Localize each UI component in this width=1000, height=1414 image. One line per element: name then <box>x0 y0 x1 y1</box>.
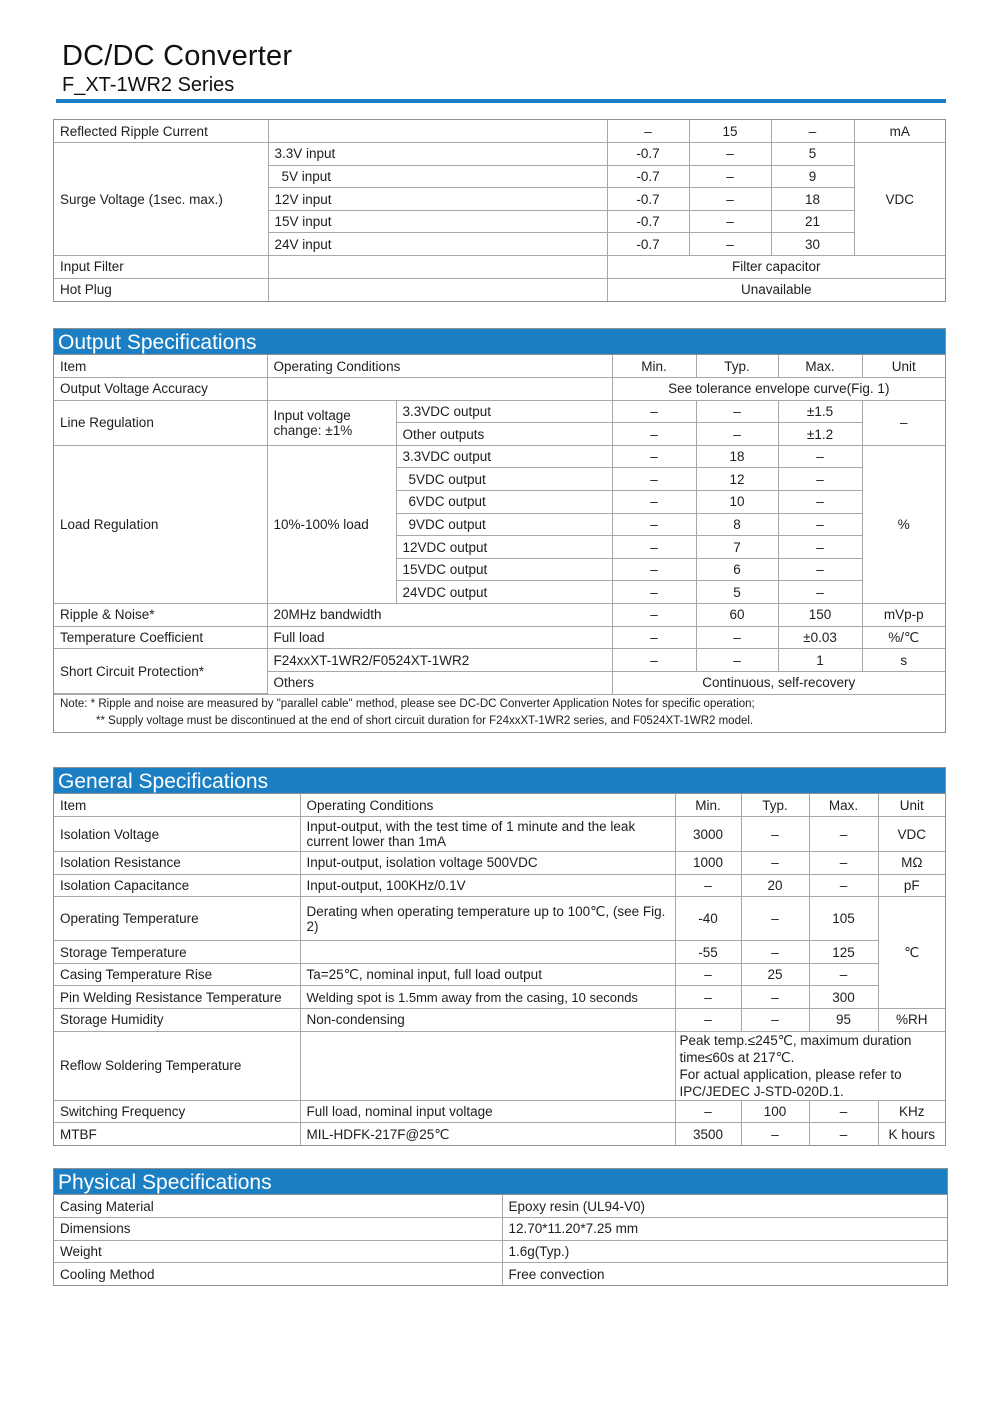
table-row: 12VDC output – 7 – <box>54 536 945 559</box>
title-rule <box>56 99 946 103</box>
table-row: Isolation Resistance Input-output, isolation voltage 500VDC 1000 – – MΩ <box>54 852 945 875</box>
document-series: F_XT-1WR2 Series <box>62 74 235 96</box>
item-cell: Switching Frequency <box>54 1100 300 1123</box>
table-row: Other outputs – – ±1.2 <box>54 423 945 446</box>
table-row: 5V input -0.7 – 9 <box>54 165 945 188</box>
section-title: Physical Specifications <box>54 1169 947 1195</box>
table-row: Load Regulation 10%-100% load 3.3VDC output – 18 – % <box>54 445 945 468</box>
item-cell: Ripple & Noise* <box>54 604 267 627</box>
item-cell: Casing Temperature Rise <box>54 963 300 986</box>
note-line: Note: * Ripple and noise are measured by "parallel cable" method, please see DC-DC Converter Application Notes for specific operation; <box>60 698 755 711</box>
table-row: 24VDC output – 5 – <box>54 581 945 604</box>
item-cell: Weight <box>54 1240 502 1263</box>
item-cell: Isolation Resistance <box>54 852 300 875</box>
input-specs-continued <box>53 119 946 302</box>
unit-cell: ℃ <box>878 897 945 1009</box>
item-cell: Reflected Ripple Current <box>54 120 268 143</box>
item-cell: Cooling Method <box>54 1263 502 1286</box>
item-cell: Reflow Soldering Temperature <box>54 1031 300 1100</box>
table-row: Isolation Voltage Input-output, with the test time of 1 minute and the leak current lower than 1mA 3000 – – VDC <box>54 817 945 852</box>
item-cell: Storage Temperature <box>54 941 300 964</box>
table-row: 5VDC output – 12 – <box>54 468 945 491</box>
table-row: Switching Frequency Full load, nominal input voltage – 100 – KHz <box>54 1100 945 1123</box>
item-cell: Isolation Voltage <box>54 817 300 852</box>
item-cell: Dimensions <box>54 1218 502 1241</box>
table-row: Input Filter Filter capacitor <box>54 256 945 279</box>
reflow-text-line: For actual application, please refer to IPC/JEDEC J-STD-020D.1. <box>679 1066 902 1099</box>
general-specifications <box>53 767 946 1146</box>
item-cell: Temperature Coefficient <box>54 626 267 649</box>
item-cell: Load Regulation <box>54 445 267 603</box>
table-row: Reflected Ripple Current – 15 – mA <box>54 120 945 143</box>
item-cell: Isolation Capacitance <box>54 874 300 897</box>
table-row <box>54 1031 945 1100</box>
item-cell: Surge Voltage (1sec. max.) <box>54 143 268 256</box>
item-cell: Pin Welding Resistance Temperature <box>54 986 300 1009</box>
table-row: Storage Temperature -55 – 125 <box>54 941 945 964</box>
item-cell: Storage Humidity <box>54 1009 300 1032</box>
table-row: Hot Plug Unavailable <box>54 278 945 301</box>
reflow-text-line: Peak temp.≤245℃, maximum duration time≤60s at 217℃. <box>679 1032 912 1065</box>
table-row: 6VDC output – 10 – <box>54 491 945 514</box>
physical-specifications <box>53 1168 948 1286</box>
table-row: 15V input -0.7 – 21 <box>54 210 945 233</box>
item-cell: Casing Material <box>54 1195 502 1218</box>
table-row: Operating Temperature Derating when operating temperature up to 100℃, (see Fig. 2) -40 – 105 ℃ <box>54 897 945 941</box>
table-row: Others Continuous, self-recovery <box>54 671 945 694</box>
section-title: Output Specifications <box>54 329 945 355</box>
table-row: Line Regulation Input voltage change: ±1% 3.3VDC output – – ±1.5 – <box>54 400 945 423</box>
section-title: General Specifications <box>54 768 945 794</box>
table-row: Isolation Capacitance Input-output, 100KHz/0.1V – 20 – pF <box>54 874 945 897</box>
header-row: Item Operating Conditions Min. Typ. Max. Unit <box>54 794 945 817</box>
physical-table <box>54 1195 947 1285</box>
table-row: 15VDC output – 6 – <box>54 558 945 581</box>
table-row: Cooling Method Free convection <box>54 1263 947 1286</box>
table-row: 24V input -0.7 – 30 <box>54 233 945 256</box>
output-specifications <box>53 328 946 733</box>
item-cell: Operating Temperature <box>54 897 300 941</box>
note-line: ** Supply voltage must be discontinued at the end of short circuit duration for F24xxXT-1WR2 series, and F0524XT-1WR2 model. <box>96 715 754 728</box>
table-row: Casing Material Epoxy resin (UL94-V0) <box>54 1195 947 1218</box>
table-row: Short Circuit Protection* F24xxXT-1WR2/F0524XT-1WR2 – – 1 s <box>54 649 945 672</box>
item-cell: Input Filter <box>54 256 268 279</box>
table-row: 12V input -0.7 – 18 <box>54 188 945 211</box>
output-notes <box>54 694 945 732</box>
document-title: DC/DC Converter <box>62 40 293 72</box>
item-cell: Hot Plug <box>54 278 268 301</box>
table-row: Casing Temperature Rise Ta=25℃, nominal input, full load output – 25 – <box>54 963 945 986</box>
item-cell: Line Regulation <box>54 400 267 445</box>
output-table <box>54 355 945 694</box>
table-row: Dimensions 12.70*11.20*7.25 mm <box>54 1218 947 1241</box>
table-row: Pin Welding Resistance Temperature Welding spot is 1.5mm away from the casing, 10 seconds – – 300 <box>54 986 945 1009</box>
item-cell: Short Circuit Protection* <box>54 649 267 694</box>
table-row: Surge Voltage (1sec. max.) 3.3V input -0.7 – 5 VDC <box>54 143 945 166</box>
table-row: MTBF MIL-HDFK-217F@25℃ 3500 – – K hours <box>54 1123 945 1146</box>
table-row: Ripple & Noise* 20MHz bandwidth – 60 150 mVp-p <box>54 604 945 627</box>
header-row: Item Operating Conditions Min. Typ. Max. Unit <box>54 355 945 378</box>
table-row: Output Voltage Accuracy See tolerance envelope curve(Fig. 1) <box>54 378 945 401</box>
unit-cell: VDC <box>854 143 945 256</box>
item-cell: MTBF <box>54 1123 300 1146</box>
table-row: Temperature Coefficient Full load – – ±0.03 %/℃ <box>54 626 945 649</box>
table-row: Weight 1.6g(Typ.) <box>54 1240 947 1263</box>
item-cell: Output Voltage Accuracy <box>54 378 267 401</box>
input-table <box>54 120 945 301</box>
general-table <box>54 794 945 1145</box>
table-row: 9VDC output – 8 – <box>54 513 945 536</box>
table-row: Storage Humidity Non-condensing – – 95 %RH <box>54 1009 945 1032</box>
